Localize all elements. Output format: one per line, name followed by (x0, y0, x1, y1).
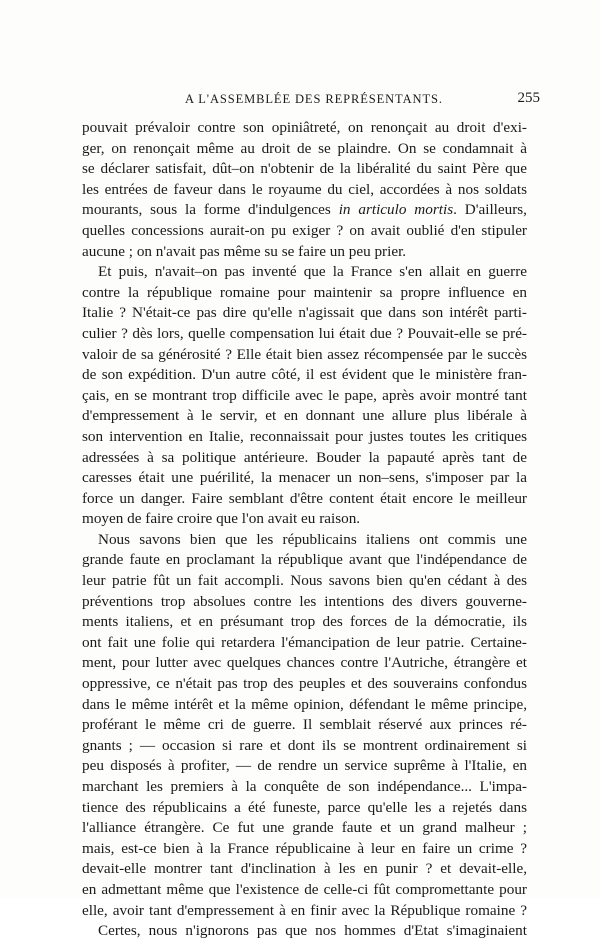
text-line: ment, pour lutter avec quelques chances contre l'Autriche, étrangère et (82, 654, 527, 672)
text-line: ments italiens, et en présumant trop des forces de la démocratie, ils (82, 613, 527, 631)
text-line: son intervention en Italie, reconnaissait pour justes toutes les critiques (82, 427, 527, 445)
text-line: devait-elle montrer tant d'inclination à les en punir ? et devait-elle, (82, 860, 527, 878)
text-line: Nous savons bien que les républicains italiens ont commis une (98, 530, 527, 548)
text-line: dans le même intérêt et la même opinion, défendant le même principe, (82, 695, 527, 713)
body-text (82, 118, 527, 942)
text-line: gnants ; — occasion si rare et dont ils se montrent ordinairement si (82, 736, 527, 754)
italic-phrase: in articulo mortis (338, 201, 454, 219)
text-line: aucune ; on n'avait pas même su se faire un peu prier. (82, 242, 407, 260)
text-line: ont fait une folie qui retardera l'émancipation de leur patrie. Certaine- (82, 633, 527, 651)
text-line: marchant les premiers à la conquête de son indépendance... L'impa- (82, 778, 527, 795)
text-line: adressées à sa politique antérieure. Bouder la papauté après tant de (82, 448, 527, 466)
text-line: leur patrie fût un fait accompli. Nous savons bien qu'en cédant à des (82, 572, 527, 590)
running-title: A L'ASSEMBLÉE DES REPRÉSENTANTS. (185, 92, 443, 106)
page-number: 255 (517, 90, 540, 106)
text-line: mourants, sous la forme d'indulgences in articulo mortis. D'ailleurs, (82, 201, 527, 219)
text-line: les entrées de faveur dans le royaume du ciel, accordées à nos soldats (82, 180, 527, 198)
text-line: Certes, nous n'ignorons pas que nos hommes d'Etat s'imaginaient (98, 922, 527, 940)
text-line: moyen de faire croire que l'on avait eu raison. (82, 510, 361, 528)
text-line: elle, avoir tant d'empressement à en finir avec la République romaine ? (82, 901, 527, 919)
text-line: contre la république romaine pour maintenir sa propre influence en (82, 283, 527, 301)
text-line: force un danger. Faire semblant d'être content était encore le meilleur (82, 489, 527, 507)
text-line: ger, on renonçait même au droit de se plaindre. On se condamnait à (82, 139, 527, 157)
text-line: l'alliance étrangère. Ce fut une grande faute et un grand malheur ; (82, 819, 527, 837)
text-line: Italie ? N'était-ce pas dire qu'elle n'agissait que dans son intérêt parti- (82, 304, 527, 322)
text-line: culier ? dès lors, quelle compensation lui était due ? Pouvait-elle se pré- (82, 324, 527, 342)
text-line: mais, est-ce bien à la France républicaine à leur en faire un crime ? (82, 839, 527, 857)
text-line: en admettant même que l'existence de celle-ci fût compromettante pour (82, 880, 527, 898)
text-line: se déclarer satisfait, dût–on n'obtenir de la libéralité du saint Père que (82, 160, 527, 178)
text-line: caresses était une puérilité, la menacer un non–sens, s'imposer par la (82, 469, 527, 487)
text-line: valoir de sa générosité ? Elle était bien assez récompensée par le succès (82, 345, 527, 363)
text-line: quelles concessions aurait-on pu exiger ? on avait oublié d'en stipuler (82, 221, 527, 239)
text-line: grande faute en proclamant la république avant que l'indépendance de (82, 551, 527, 569)
text-line: préventions trop absolues contre les intentions des divers gouverne- (82, 592, 527, 610)
running-head (120, 90, 540, 112)
text-line: de son expédition. D'un autre côté, il est évident que le ministère fran- (82, 366, 527, 384)
text-line: proférant le même cri de guerre. Il semblait réservé aux princes ré- (82, 716, 527, 734)
text-line: tience des républicains a été funeste, parce qu'elle les a rejetés dans (82, 798, 527, 816)
text-line: Et puis, n'avait–on pas inventé que la France s'en allait en guerre (98, 263, 527, 281)
text-line: çais, en se montrant trop difficile avec le pape, après avoir montré tant (82, 386, 527, 404)
text-line: d'empressement à le servir, et en donnant une allure plus libérale à (82, 407, 527, 425)
text-line: peu disposés à profiter, — de rendre un service suprême à l'Italie, en (82, 757, 527, 775)
text-line: oppressive, ce n'était pas trop des peuples et des souverains confondus (82, 675, 527, 693)
text-line: pouvait prévaloir contre son opiniâtreté, on renonçait au droit d'exi- (82, 119, 527, 136)
